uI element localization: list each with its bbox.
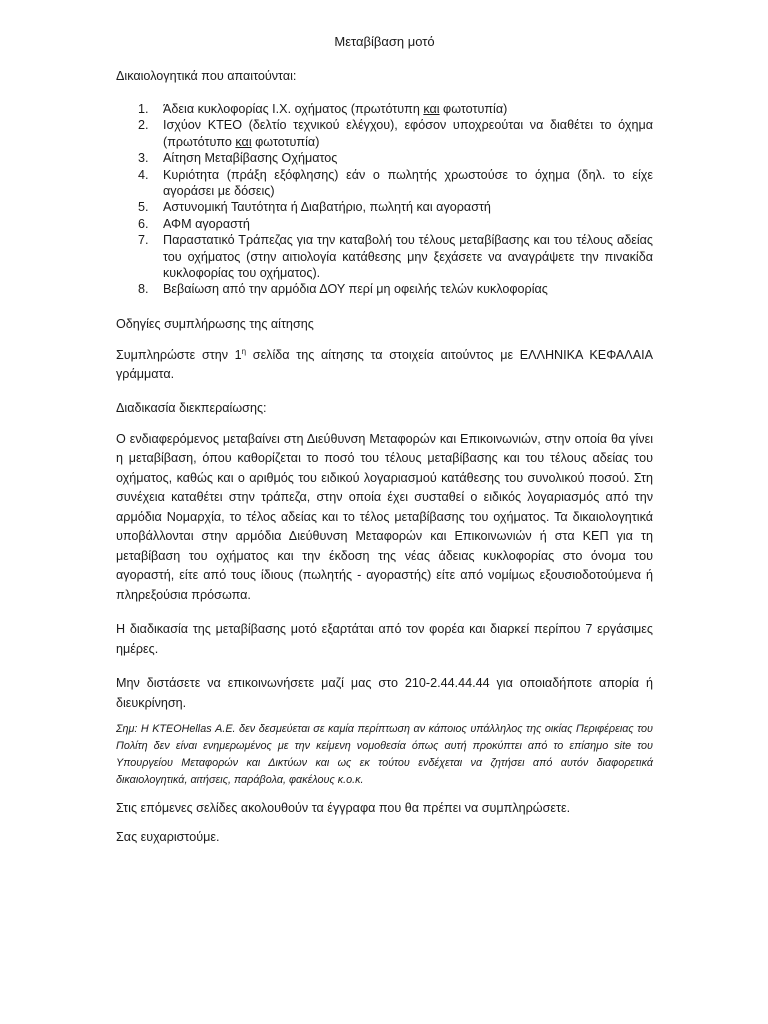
list-item-text: Παραστατικό Τράπεζας για την καταβολή του τέλους μεταβίβασης και του τέλους αδείας του οχήματος (στην αιτιολογία κατάθεσης μην ξεχάσετε να αναγράψετε την πινακίδα κυκλοφορίας του οχήματος). (163, 233, 653, 281)
list-item (138, 199, 653, 215)
list-item-number: 6. (138, 216, 149, 231)
list-item (138, 167, 653, 200)
list-item-number: 5. (138, 200, 149, 215)
list-item (138, 232, 653, 281)
duration-paragraph: Η διαδικασία της μεταβίβασης μοτό εξαρτάται από τον φορέα και διαρκεί περίπου 7 εργάσιμες ημέρες. (116, 622, 653, 656)
instructions-heading: Οδηγίες συμπλήρωσης της αίτησης (116, 316, 314, 331)
list-item (138, 101, 653, 117)
list-item-number: 8. (138, 282, 149, 297)
underlined-word: και (235, 134, 252, 149)
requirements-list (116, 101, 653, 298)
procedure-heading: Διαδικασία διεκπεραίωσης: (116, 400, 267, 415)
contact-paragraph: Μην διστάσετε να επικοινωνήσετε μαζί μας στο 210-2.44.44.44 για οποιαδήποτε απορία ή διευκρίνηση. (116, 676, 653, 710)
list-item-text: Αστυνομική Ταυτότητα ή Διαβατήριο, πωλητή και αγοραστή (163, 200, 491, 215)
disclaimer-note: Σημ: Η KTEOHellas Α.Ε. δεν δεσμεύεται σε καμία περίπτωση αν κάποιος υπάλληλος της οικίας Περιφέρειας του Πολίτη δεν είναι ενημερωμένος με την κείμενη νομοθεσία όπως αυτή προκύπτει από το επίσημο site του Υπουργείου Μεταφορών και Δικτύων και ως εκ τούτου ενδέχεται να ζητήσει από αυτόν διαφορετικά δικαιολογητικά, αιτήσεις, παράβολα, φακέλους κ.ο.κ. (116, 723, 653, 787)
instructions-paragraph: Συμπληρώστε στην $1^\eta$ σελίδα της αίτησης τα στοιχεία αιτούντος με ΕΛΛΗΝΙΚΑ ΚΕΦΑΛΑΙΑ γράμματα. (116, 346, 654, 382)
list-item-text: Ισχύον ΚΤΕΟ (δελτίο τεχνικού ελέγχου), εφόσον υποχρεούται να διαθέτει το όχημα (πρωτότυπο και φωτοτυπία) (163, 118, 653, 149)
list-item-text: Αίτηση Μεταβίβασης Οχήματος (163, 151, 338, 166)
thanks-paragraph: Σας ευχαριστούμε. (116, 829, 220, 844)
list-item-text: Άδεια κυκλοφορίας Ι.Χ. οχήματος (πρωτότυπη και φωτοτυπία) (163, 102, 508, 116)
page-title: Μεταβίβαση μοτό (334, 34, 435, 49)
superscript: η (241, 346, 247, 356)
list-item-text: Βεβαίωση από την αρμόδια ΔΟΥ περί μη οφειλής τελών κυκλοφορίας (163, 282, 548, 297)
list-item-number: 4. (138, 167, 149, 182)
procedure-paragraph: Ο ενδιαφερόμενος μεταβαίνει στη Διεύθυνση Μεταφορών και Επικοινωνιών, στην οποία θα γίνει η μεταβίβαση, όπου καθορίζεται το ποσό του τέλους μεταβίβασης και του τέλους αδείας του οχήματος, καθώς και ο αριθμός του ειδικού λογαριασμού κατάθεσης του συνολικού ποσού. Στη συνέχεια καταθέτει στην τράπεζα, στην οποία έχει συσταθεί ο ειδικός λογαριασμός από την αρμόδια Νομαρχία, το τέλος αδείας και το τέλος μεταβίβασης του οχήματος. Τα δικαιολογητικά υποβάλλονται στην αρμόδια Διεύθυνση Μεταφορών και Επικοινωνιών ή στα ΚΕΠ για τη μεταβίβαση του οχήματος και την έκδοση της νέας άδειας κυκλοφορίας στο όνομα του αγοραστή, είτε από τους ίδιους (πωλητής - αγοραστής) είτε από νομίμως εξουσιοδοτούμενα ή πληρεξούσια πρόσωπα. (116, 431, 653, 602)
list-item-number: 3. (138, 151, 149, 166)
requirements-heading: Δικαιολογητικά που απαιτούνται: (116, 69, 297, 83)
list-item (138, 150, 653, 166)
list-item (138, 216, 653, 232)
list-item-number: 7. (138, 233, 149, 248)
list-item-number: 2. (138, 118, 149, 133)
list-item-text: ΑΦΜ αγοραστή (163, 216, 250, 231)
next-pages-paragraph: Στις επόμενες σελίδες ακολουθούν τα έγγραφα που θα πρέπει να συμπληρώσετε. (116, 801, 571, 816)
list-item (138, 281, 653, 297)
underlined-word: και (423, 102, 440, 116)
list-item (138, 117, 653, 150)
list-item-number: 1. (138, 102, 149, 116)
list-item-text: Κυριότητα (πράξη εξόφλησης) εάν ο πωλητής χρωστούσε το όχημα (δηλ. το είχε αγοράσει με δόσεις) (163, 167, 653, 199)
document-body (116, 34, 653, 847)
